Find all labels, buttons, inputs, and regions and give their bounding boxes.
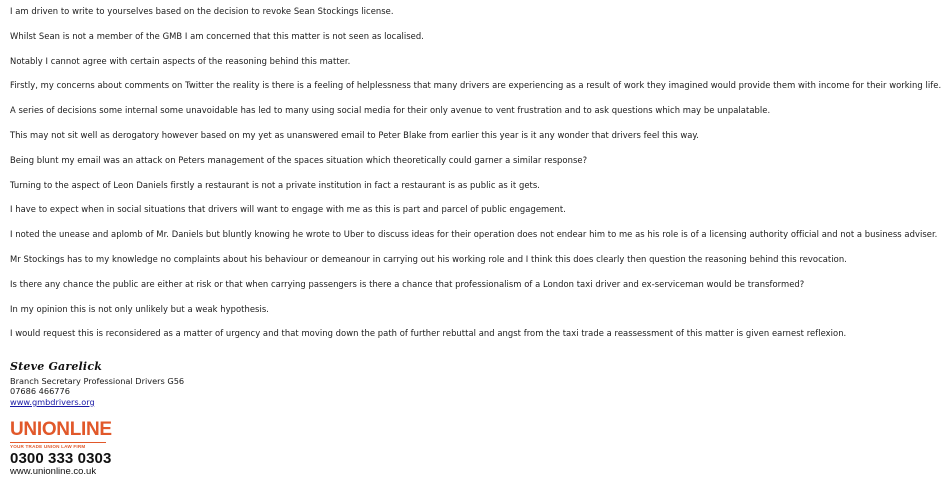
signature-block	[10, 360, 310, 407]
letter-paragraph: I noted the unease and aplomb of Mr. Daniels but bluntly knowing he wrote to Uber to discuss ideas for their operation does not endear him to me as his role is of a licensing authority official and not a business adviser.	[10, 229, 938, 240]
signatory-website-link[interactable]: www.gmbdrivers.org	[10, 396, 95, 407]
logo-phone: 0300 333 0303	[10, 450, 112, 467]
letter-paragraph: In my opinion this is not only unlikely but a weak hypothesis.	[10, 303, 269, 314]
handwritten-signature: Steve Garelick	[10, 360, 103, 373]
letter-paragraph: This may not sit well as derogatory however based on my yet as unanswered email to Peter Blake from earlier this year is it any wonder that drivers feel this way.	[10, 129, 699, 140]
logo-tagline: YOUR TRADE UNION LAW FIRM	[10, 444, 86, 449]
letter-paragraph: I would request this is reconsidered as a matter of urgency and that moving down the path of further rebuttal and angst from the taxi trade a reassessment of this matter is given earnest reflexion.	[10, 328, 847, 339]
unionline-logo	[10, 420, 150, 478]
letter-paragraph: Turning to the aspect of Leon Daniels firstly a restaurant is not a private institution in fact a restaurant is as public as it gets.	[10, 179, 540, 190]
letter-paragraph: Firstly, my concerns about comments on Twitter the reality is there is a feeling of helplessness that many drivers are experiencing as a result of work they imagined would provide them with income for their working life.	[10, 80, 942, 91]
letter-paragraph: Being blunt my email was an attack on Peters management of the spaces situation which theoretically could garner a similar response?	[10, 154, 588, 165]
letter-paragraph: I am driven to write to yourselves based on the decision to revoke Sean Stockings license.	[10, 6, 394, 16]
logo-website: www.unionline.co.uk	[10, 466, 97, 477]
letter-paragraph: Is there any chance the public are either at risk or that when carrying passengers is there a chance that professionalism of a London taxi driver and ex-serviceman would be transformed?	[10, 278, 805, 289]
letter-paragraph: I have to expect when in social situations that drivers will want to engage with me as this is part and parcel of public engagement.	[10, 204, 566, 215]
logo-brand: UNIONLINE	[10, 419, 112, 440]
signatory-phone: 07686 466776	[10, 386, 70, 397]
letter-paragraph: Notably I cannot agree with certain aspects of the reasoning behind this matter.	[10, 55, 351, 66]
letter-body	[10, 6, 945, 353]
letter-paragraph: Whilst Sean is not a member of the GMB I am concerned that this matter is not seen as localised.	[10, 30, 424, 41]
letter-paragraph: A series of decisions some internal some unavoidable has led to many using social media for their only avenue to vent frustration and to ask questions which may be unpalatable.	[10, 105, 771, 116]
signatory-title: Branch Secretary Professional Drivers G56	[10, 376, 185, 386]
letter-paragraph: Mr Stockings has to my knowledge no complaints about his behaviour or demeanour in carrying out his working role and I think this does clearly then question the reasoning behind this revocation.	[10, 253, 847, 264]
